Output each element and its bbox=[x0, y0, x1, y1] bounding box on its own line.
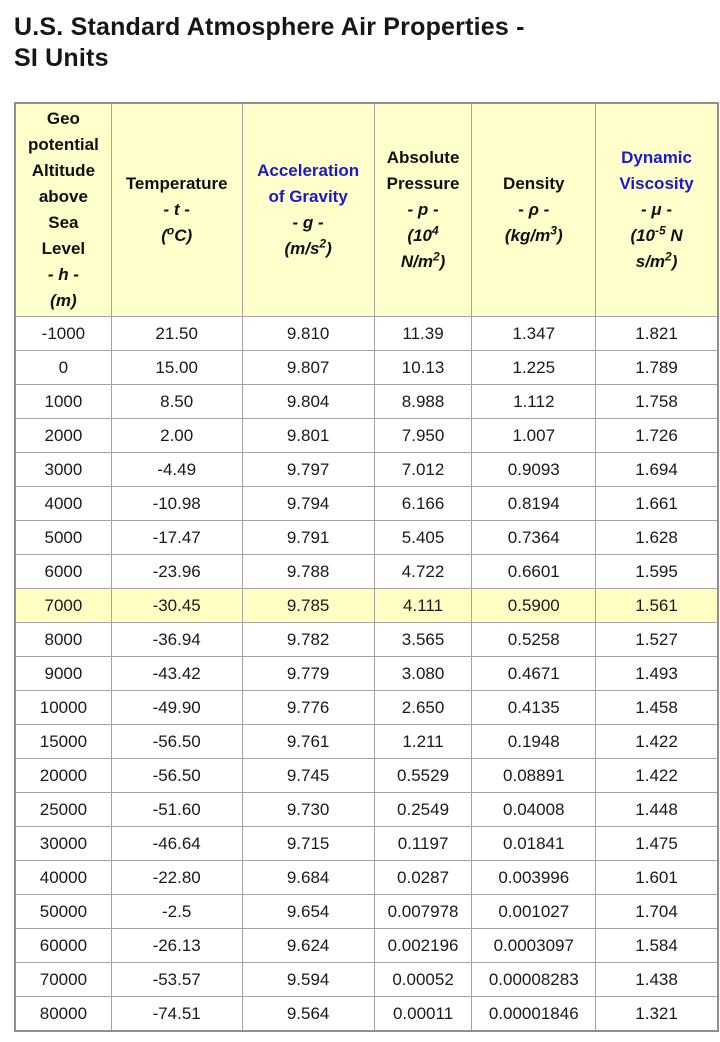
table-cell: 2.00 bbox=[111, 419, 242, 453]
table-cell: 10000 bbox=[15, 691, 111, 725]
table-cell: -4.49 bbox=[111, 453, 242, 487]
table-cell: 1.007 bbox=[472, 419, 596, 453]
table-cell: 5.405 bbox=[374, 521, 472, 555]
table-row bbox=[15, 555, 718, 589]
header-line: $s/m^2$) bbox=[635, 249, 678, 271]
table-cell: 4.111 bbox=[374, 589, 472, 623]
header-line: $(kg/m^3)$ bbox=[504, 223, 563, 245]
header-line: Altitude bbox=[31, 161, 96, 180]
table-cell: 9.730 bbox=[242, 793, 374, 827]
table-row bbox=[15, 657, 718, 691]
table-cell: -74.51 bbox=[111, 997, 242, 1032]
table-cell: 9.791 bbox=[242, 521, 374, 555]
table-cell: 0.4135 bbox=[472, 691, 596, 725]
table-cell: 30000 bbox=[15, 827, 111, 861]
header-line: Temperature bbox=[125, 174, 228, 193]
table-cell: 8000 bbox=[15, 623, 111, 657]
table-cell: -56.50 bbox=[111, 759, 242, 793]
table-cell: 3.080 bbox=[374, 657, 472, 691]
table-row bbox=[15, 521, 718, 555]
table-row bbox=[15, 759, 718, 793]
table-cell: 1.225 bbox=[472, 351, 596, 385]
table-cell: 0.00008283 bbox=[472, 963, 596, 997]
table-cell: 0.0287 bbox=[374, 861, 472, 895]
table-cell: -46.64 bbox=[111, 827, 242, 861]
table-row bbox=[15, 691, 718, 725]
table-cell: 6.166 bbox=[374, 487, 472, 521]
table-cell: 0 bbox=[15, 351, 111, 385]
header-line: Density bbox=[503, 174, 565, 193]
table-cell: -10.98 bbox=[111, 487, 242, 521]
table-cell: 1.628 bbox=[596, 521, 718, 555]
table-cell: 0.6601 bbox=[472, 555, 596, 589]
table-cell: 0.0003097 bbox=[472, 929, 596, 963]
table-body bbox=[15, 317, 718, 1032]
table-cell: 9.810 bbox=[242, 317, 374, 351]
table-cell: 20000 bbox=[15, 759, 111, 793]
table-cell: -49.90 bbox=[111, 691, 242, 725]
table-cell: 11.39 bbox=[374, 317, 472, 351]
header-line bbox=[598, 171, 715, 197]
table-cell: 1.561 bbox=[596, 589, 718, 623]
table-cell: 1.527 bbox=[596, 623, 718, 657]
page-title-line-2: SI Units bbox=[14, 44, 109, 72]
table-cell: 25000 bbox=[15, 793, 111, 827]
table-cell: 7.950 bbox=[374, 419, 472, 453]
table-cell: 0.00052 bbox=[374, 963, 472, 997]
table-cell: 9.715 bbox=[242, 827, 374, 861]
column-header-geopotential-altitude bbox=[15, 103, 111, 317]
header-line: Level bbox=[41, 239, 86, 258]
table-row bbox=[15, 589, 718, 623]
table-cell: 1.422 bbox=[596, 725, 718, 759]
header-line: above bbox=[38, 187, 88, 206]
table-cell: 0.007978 bbox=[374, 895, 472, 929]
table-row bbox=[15, 725, 718, 759]
header-line bbox=[598, 145, 715, 171]
table-cell: 1.694 bbox=[596, 453, 718, 487]
table-cell: 7.012 bbox=[374, 453, 472, 487]
table-cell: 21.50 bbox=[111, 317, 242, 351]
table-cell: 0.08891 bbox=[472, 759, 596, 793]
header-line: - ρ - bbox=[518, 200, 550, 219]
table-cell: 10.13 bbox=[374, 351, 472, 385]
table-cell: 9.594 bbox=[242, 963, 374, 997]
table-cell: 1.789 bbox=[596, 351, 718, 385]
table-header bbox=[15, 103, 718, 317]
table-cell: 1.601 bbox=[596, 861, 718, 895]
table-cell: 0.4671 bbox=[472, 657, 596, 691]
header-line bbox=[245, 184, 372, 210]
table-cell: 1.112 bbox=[472, 385, 596, 419]
header-line: Absolute bbox=[386, 148, 460, 167]
header-line: ($10^4$ bbox=[407, 223, 439, 245]
column-header-acceleration-of-gravity bbox=[242, 103, 374, 317]
column-header-density bbox=[472, 103, 596, 317]
dynamic-viscosity-link[interactable]: Viscosity bbox=[619, 174, 694, 193]
table-row bbox=[15, 419, 718, 453]
header-line: potential bbox=[27, 135, 99, 154]
table-cell: 9.564 bbox=[242, 997, 374, 1032]
header-line: (m) bbox=[50, 291, 77, 310]
table-cell: -17.47 bbox=[111, 521, 242, 555]
table-cell: 0.00011 bbox=[374, 997, 472, 1032]
table-cell: -43.42 bbox=[111, 657, 242, 691]
table-row bbox=[15, 793, 718, 827]
table-cell: 9.684 bbox=[242, 861, 374, 895]
table-cell: 9.624 bbox=[242, 929, 374, 963]
table-cell: 9000 bbox=[15, 657, 111, 691]
header-line: - t - bbox=[163, 200, 190, 219]
table-cell: 1.704 bbox=[596, 895, 718, 929]
table-cell: 1000 bbox=[15, 385, 111, 419]
table-cell: 0.1197 bbox=[374, 827, 472, 861]
table-cell: 1.726 bbox=[596, 419, 718, 453]
column-header-temperature bbox=[111, 103, 242, 317]
header-line: ($^o$C) bbox=[161, 223, 193, 245]
table-row bbox=[15, 827, 718, 861]
table-cell: -1000 bbox=[15, 317, 111, 351]
table-cell: 0.2549 bbox=[374, 793, 472, 827]
table-cell: 9.761 bbox=[242, 725, 374, 759]
table-cell: 3000 bbox=[15, 453, 111, 487]
table-cell: 1.321 bbox=[596, 997, 718, 1032]
table-cell: 3.565 bbox=[374, 623, 472, 657]
table-cell: 1.347 bbox=[472, 317, 596, 351]
table-cell: 1.475 bbox=[596, 827, 718, 861]
header-line bbox=[245, 158, 372, 184]
table-cell: -30.45 bbox=[111, 589, 242, 623]
table-row bbox=[15, 351, 718, 385]
header-line: $N/m^2$) bbox=[400, 249, 446, 271]
table-row bbox=[15, 623, 718, 657]
table-cell: 9.794 bbox=[242, 487, 374, 521]
page-title-line-1: U.S. Standard Atmosphere Air Properties - bbox=[14, 13, 525, 41]
table-row bbox=[15, 317, 718, 351]
table-row bbox=[15, 895, 718, 929]
table-cell: -2.5 bbox=[111, 895, 242, 929]
table-cell: 0.01841 bbox=[472, 827, 596, 861]
header-line: - μ - bbox=[641, 200, 673, 219]
header-line: - g - bbox=[292, 213, 324, 232]
column-header-dynamic-viscosity bbox=[596, 103, 718, 317]
table-cell: -53.57 bbox=[111, 963, 242, 997]
table-cell: 5000 bbox=[15, 521, 111, 555]
table-cell: 1.493 bbox=[596, 657, 718, 691]
table-cell: 0.002196 bbox=[374, 929, 472, 963]
table-row bbox=[15, 453, 718, 487]
acceleration-of-gravity-link[interactable]: Acceleration bbox=[257, 161, 360, 180]
table-cell: 0.5258 bbox=[472, 623, 596, 657]
header-row bbox=[15, 103, 718, 317]
table-cell: 9.776 bbox=[242, 691, 374, 725]
table-row bbox=[15, 861, 718, 895]
table-cell: 1.211 bbox=[374, 725, 472, 759]
table-cell: -51.60 bbox=[111, 793, 242, 827]
table-cell: 9.785 bbox=[242, 589, 374, 623]
table-cell: 1.438 bbox=[596, 963, 718, 997]
table-cell: 0.7364 bbox=[472, 521, 596, 555]
table-cell: 1.422 bbox=[596, 759, 718, 793]
table-cell: 1.448 bbox=[596, 793, 718, 827]
table-cell: 0.001027 bbox=[472, 895, 596, 929]
header-line: Geo bbox=[46, 109, 80, 128]
table-cell: 1.595 bbox=[596, 555, 718, 589]
table-cell: 40000 bbox=[15, 861, 111, 895]
table-cell: 9.804 bbox=[242, 385, 374, 419]
table-cell: 9.807 bbox=[242, 351, 374, 385]
header-line: ($10^{-5}$ N bbox=[630, 223, 683, 245]
table-cell: 9.654 bbox=[242, 895, 374, 929]
table-cell: 0.5529 bbox=[374, 759, 472, 793]
table-cell: 9.779 bbox=[242, 657, 374, 691]
table-cell: 9.788 bbox=[242, 555, 374, 589]
table-row bbox=[15, 997, 718, 1032]
header-line: Pressure bbox=[386, 174, 460, 193]
table-cell: 80000 bbox=[15, 997, 111, 1032]
acceleration-of-gravity-link[interactable]: of Gravity bbox=[268, 187, 348, 206]
table-cell: 0.00001846 bbox=[472, 997, 596, 1032]
table-row bbox=[15, 963, 718, 997]
table-cell: 15.00 bbox=[111, 351, 242, 385]
table-cell: 1.758 bbox=[596, 385, 718, 419]
table-cell: 60000 bbox=[15, 929, 111, 963]
table-cell: 0.1948 bbox=[472, 725, 596, 759]
table-cell: 8.988 bbox=[374, 385, 472, 419]
header-line: - h - bbox=[47, 265, 79, 284]
table-cell: 0.9093 bbox=[472, 453, 596, 487]
table-cell: 0.5900 bbox=[472, 589, 596, 623]
table-cell: 8.50 bbox=[111, 385, 242, 419]
header-line: $(m/s^2)$ bbox=[284, 236, 332, 258]
table-cell: 9.745 bbox=[242, 759, 374, 793]
table-cell: 9.782 bbox=[242, 623, 374, 657]
table-cell: 2.650 bbox=[374, 691, 472, 725]
table-cell: 50000 bbox=[15, 895, 111, 929]
table-row bbox=[15, 385, 718, 419]
table-cell: 1.584 bbox=[596, 929, 718, 963]
table-cell: -22.80 bbox=[111, 861, 242, 895]
table-cell: 7000 bbox=[15, 589, 111, 623]
table-row bbox=[15, 929, 718, 963]
column-header-absolute-pressure bbox=[374, 103, 472, 317]
header-line: Sea bbox=[48, 213, 79, 232]
dynamic-viscosity-link[interactable]: Dynamic bbox=[621, 148, 692, 167]
table-cell: 9.801 bbox=[242, 419, 374, 453]
table-cell: 6000 bbox=[15, 555, 111, 589]
header-line: - p - bbox=[407, 200, 439, 219]
table-cell: 1.661 bbox=[596, 487, 718, 521]
table-cell: 9.797 bbox=[242, 453, 374, 487]
table-cell: 0.04008 bbox=[472, 793, 596, 827]
table-cell: 0.003996 bbox=[472, 861, 596, 895]
table-cell: 1.821 bbox=[596, 317, 718, 351]
page-title bbox=[14, 12, 719, 74]
table-cell: -26.13 bbox=[111, 929, 242, 963]
table-cell: -36.94 bbox=[111, 623, 242, 657]
table-cell: 15000 bbox=[15, 725, 111, 759]
table-cell: 70000 bbox=[15, 963, 111, 997]
table-cell: -56.50 bbox=[111, 725, 242, 759]
table-row bbox=[15, 487, 718, 521]
table-cell: 2000 bbox=[15, 419, 111, 453]
table-cell: 4.722 bbox=[374, 555, 472, 589]
table-cell: 0.8194 bbox=[472, 487, 596, 521]
air-properties-table bbox=[14, 102, 719, 1032]
table-cell: -23.96 bbox=[111, 555, 242, 589]
table-cell: 1.458 bbox=[596, 691, 718, 725]
table-cell: 4000 bbox=[15, 487, 111, 521]
